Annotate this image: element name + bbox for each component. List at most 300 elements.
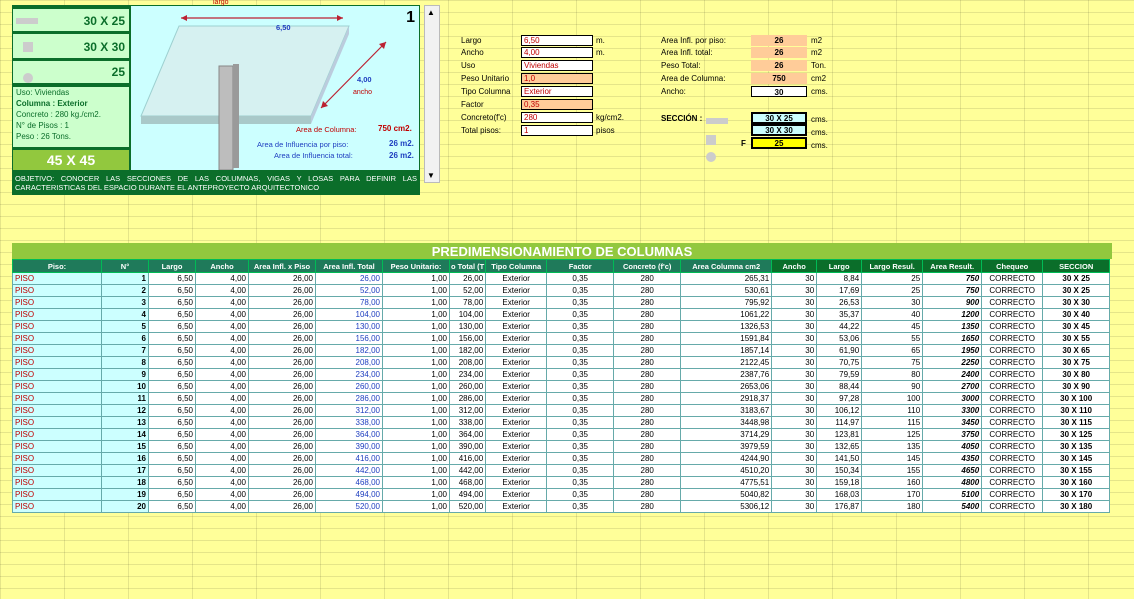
table-cell[interactable]: 79,59 <box>817 369 862 381</box>
table-cell[interactable]: 26,00 <box>249 273 316 285</box>
table-cell[interactable]: 6,50 <box>149 477 196 489</box>
table-cell[interactable]: 9 <box>102 369 149 381</box>
table-cell[interactable]: CORRECTO <box>982 417 1043 429</box>
table-cell[interactable]: 2653,06 <box>681 381 772 393</box>
table-cell[interactable]: 1,00 <box>383 429 450 441</box>
table-cell[interactable]: 26,00 <box>249 429 316 441</box>
column-header[interactable]: Concreto (f'c) <box>614 260 681 273</box>
table-cell[interactable]: 6,50 <box>149 297 196 309</box>
table-cell[interactable]: 6,50 <box>149 417 196 429</box>
table-cell[interactable]: 145 <box>862 453 923 465</box>
column-header[interactable]: Largo <box>149 260 196 273</box>
table-cell[interactable]: 280 <box>614 477 681 489</box>
table-cell[interactable]: 280 <box>614 285 681 297</box>
table-cell[interactable]: PISO <box>13 405 102 417</box>
table-cell[interactable]: 8,84 <box>817 273 862 285</box>
table-cell[interactable]: CORRECTO <box>982 381 1043 393</box>
table-cell[interactable]: 530,61 <box>681 285 772 297</box>
table-cell[interactable]: PISO <box>13 501 102 513</box>
table-cell[interactable]: 30 X 125 <box>1043 429 1110 441</box>
table-cell[interactable]: 52,00 <box>450 285 486 297</box>
table-cell[interactable]: 520,00 <box>316 501 383 513</box>
table-cell[interactable]: 0,35 <box>547 321 614 333</box>
input-field[interactable]: Exterior <box>521 86 593 97</box>
table-cell[interactable]: 4650 <box>923 465 982 477</box>
table-cell[interactable]: 1,00 <box>383 369 450 381</box>
table-cell[interactable]: 416,00 <box>316 453 383 465</box>
table-cell[interactable]: 2122,45 <box>681 357 772 369</box>
table-cell[interactable]: 4,00 <box>196 417 249 429</box>
floor-counter[interactable]: 1 <box>360 7 418 29</box>
column-header[interactable]: Piso: <box>13 260 102 273</box>
table-cell[interactable]: 4,00 <box>196 501 249 513</box>
table-cell[interactable]: 1 <box>102 273 149 285</box>
column-header[interactable]: Area Result. <box>923 260 982 273</box>
table-cell[interactable]: 90 <box>862 381 923 393</box>
table-cell[interactable]: 26,00 <box>249 405 316 417</box>
table-cell[interactable]: CORRECTO <box>982 273 1043 285</box>
table-cell[interactable]: 30 <box>862 297 923 309</box>
column-header[interactable]: o Total (T <box>451 261 485 271</box>
table-cell[interactable]: 30 <box>772 393 817 405</box>
table-cell[interactable]: 0,35 <box>547 381 614 393</box>
table-cell[interactable]: CORRECTO <box>982 369 1043 381</box>
table-cell[interactable]: 4,00 <box>196 345 249 357</box>
table-cell[interactable]: 280 <box>614 369 681 381</box>
table-cell[interactable]: 8 <box>102 357 149 369</box>
table-cell[interactable]: 1,00 <box>383 477 450 489</box>
table-cell[interactable]: 280 <box>614 357 681 369</box>
column-header[interactable]: N° <box>102 260 149 273</box>
table-cell[interactable]: 1857,14 <box>681 345 772 357</box>
table-cell[interactable]: 3450 <box>923 417 982 429</box>
table-cell[interactable]: 26,00 <box>249 489 316 501</box>
table-cell[interactable]: CORRECTO <box>982 309 1043 321</box>
table-cell[interactable]: 234,00 <box>316 369 383 381</box>
section-option-2[interactable] <box>12 33 130 59</box>
table-cell[interactable]: 170 <box>862 489 923 501</box>
table-cell[interactable]: 45 <box>862 321 923 333</box>
table-cell[interactable]: 6,50 <box>149 441 196 453</box>
table-cell[interactable]: 4,00 <box>196 477 249 489</box>
table-cell[interactable]: CORRECTO <box>982 477 1043 489</box>
table-cell[interactable]: 13 <box>102 417 149 429</box>
column-header[interactable]: Area Infl. Total <box>316 260 383 273</box>
table-cell[interactable]: 26,00 <box>249 297 316 309</box>
table-cell[interactable]: 30 <box>772 453 817 465</box>
table-cell[interactable]: 26,00 <box>450 273 486 285</box>
table-cell[interactable]: 520,00 <box>450 501 486 513</box>
table-cell[interactable]: 390,00 <box>316 441 383 453</box>
table-cell[interactable]: 78,00 <box>316 297 383 309</box>
table-cell[interactable]: 155 <box>862 465 923 477</box>
table-cell[interactable]: 30 X 145 <box>1043 453 1110 465</box>
table-cell[interactable]: 30 X 25 <box>1043 273 1110 285</box>
table-cell[interactable]: 2387,76 <box>681 369 772 381</box>
table-cell[interactable]: 0,35 <box>547 453 614 465</box>
table-cell[interactable]: 280 <box>614 333 681 345</box>
table-cell[interactable]: 4,00 <box>196 357 249 369</box>
table-cell[interactable]: 30 X 80 <box>1043 369 1110 381</box>
table-cell[interactable]: 286,00 <box>450 393 486 405</box>
table-cell[interactable]: 442,00 <box>316 465 383 477</box>
table-cell[interactable]: 11 <box>102 393 149 405</box>
table-cell[interactable]: 6,50 <box>149 465 196 477</box>
table-cell[interactable]: PISO <box>13 285 102 297</box>
table-cell[interactable]: Exterior <box>486 345 547 357</box>
table-cell[interactable]: 4,00 <box>196 393 249 405</box>
table-cell[interactable]: 0,35 <box>547 405 614 417</box>
table-cell[interactable]: 1,00 <box>383 405 450 417</box>
table-cell[interactable]: Exterior <box>486 273 547 285</box>
table-cell[interactable]: PISO <box>13 417 102 429</box>
table-cell[interactable]: 1591,84 <box>681 333 772 345</box>
table-cell[interactable]: 30 <box>772 273 817 285</box>
table-cell[interactable]: 30 <box>772 345 817 357</box>
table-cell[interactable]: 30 <box>772 333 817 345</box>
table-cell[interactable]: 30 X 30 <box>1043 297 1110 309</box>
table-cell[interactable]: 30 X 160 <box>1043 477 1110 489</box>
table-cell[interactable]: 280 <box>614 453 681 465</box>
table-cell[interactable]: 1,00 <box>383 321 450 333</box>
table-cell[interactable]: 750 <box>923 273 982 285</box>
table-cell[interactable]: 6 <box>102 333 149 345</box>
column-header[interactable]: Largo <box>817 260 862 273</box>
table-cell[interactable]: 75 <box>862 357 923 369</box>
table-cell[interactable]: 0,35 <box>547 489 614 501</box>
table-cell[interactable]: 0,35 <box>547 429 614 441</box>
table-cell[interactable]: 6,50 <box>149 501 196 513</box>
table-cell[interactable]: 6,50 <box>149 453 196 465</box>
table-cell[interactable]: Exterior <box>486 465 547 477</box>
table-cell[interactable]: 30 X 110 <box>1043 405 1110 417</box>
table-cell[interactable]: Exterior <box>486 369 547 381</box>
table-cell[interactable]: PISO <box>13 369 102 381</box>
table-cell[interactable]: 338,00 <box>450 417 486 429</box>
table-cell[interactable]: 390,00 <box>450 441 486 453</box>
table-cell[interactable]: 1,00 <box>383 393 450 405</box>
table-cell[interactable]: 1326,53 <box>681 321 772 333</box>
table-cell[interactable]: 280 <box>614 345 681 357</box>
table-cell[interactable]: 4,00 <box>196 321 249 333</box>
table-cell[interactable]: 4,00 <box>196 285 249 297</box>
table-cell[interactable]: 795,92 <box>681 297 772 309</box>
table-cell[interactable]: PISO <box>13 297 102 309</box>
input-field[interactable]: 0,35 <box>521 99 593 110</box>
table-cell[interactable]: CORRECTO <box>982 285 1043 297</box>
table-cell[interactable]: 5 <box>102 321 149 333</box>
table-cell[interactable]: 4,00 <box>196 369 249 381</box>
table-cell[interactable]: 30 <box>772 501 817 513</box>
table-cell[interactable]: 6,50 <box>149 273 196 285</box>
table-cell[interactable]: 150,34 <box>817 465 862 477</box>
table-cell[interactable]: CORRECTO <box>982 453 1043 465</box>
table-cell[interactable]: 6,50 <box>149 309 196 321</box>
table-cell[interactable]: 26,00 <box>249 357 316 369</box>
table-cell[interactable]: 494,00 <box>450 489 486 501</box>
table-cell[interactable]: 280 <box>614 405 681 417</box>
table-cell[interactable]: 234,00 <box>450 369 486 381</box>
table-cell[interactable]: 156,00 <box>316 333 383 345</box>
table-cell[interactable]: 4800 <box>923 477 982 489</box>
table-cell[interactable]: 26,00 <box>249 321 316 333</box>
table-cell[interactable]: 30 X 170 <box>1043 489 1110 501</box>
table-cell[interactable]: 2400 <box>923 369 982 381</box>
table-cell[interactable]: 900 <box>923 297 982 309</box>
table-cell[interactable]: 115 <box>862 417 923 429</box>
table-cell[interactable]: 4,00 <box>196 309 249 321</box>
table-cell[interactable]: Exterior <box>486 321 547 333</box>
table-cell[interactable]: 182,00 <box>316 345 383 357</box>
table-cell[interactable]: 106,12 <box>817 405 862 417</box>
table-cell[interactable]: 750 <box>923 285 982 297</box>
table-cell[interactable]: CORRECTO <box>982 357 1043 369</box>
table-cell[interactable]: 0,35 <box>547 333 614 345</box>
table-cell[interactable]: 141,50 <box>817 453 862 465</box>
table-cell[interactable]: 26,00 <box>249 309 316 321</box>
table-cell[interactable]: Exterior <box>486 453 547 465</box>
table-cell[interactable]: 30 <box>772 441 817 453</box>
table-cell[interactable]: 442,00 <box>450 465 486 477</box>
table-cell[interactable]: 3 <box>102 297 149 309</box>
section-option-1[interactable] <box>12 8 130 32</box>
table-cell[interactable]: Exterior <box>486 501 547 513</box>
table-cell[interactable]: 1,00 <box>383 453 450 465</box>
table-cell[interactable]: 280 <box>614 297 681 309</box>
table-cell[interactable]: PISO <box>13 489 102 501</box>
table-cell[interactable]: Exterior <box>486 393 547 405</box>
table-cell[interactable]: 1200 <box>923 309 982 321</box>
table-cell[interactable]: PISO <box>13 429 102 441</box>
table-cell[interactable]: Exterior <box>486 477 547 489</box>
table-cell[interactable]: CORRECTO <box>982 393 1043 405</box>
table-cell[interactable]: Exterior <box>486 333 547 345</box>
table-cell[interactable]: 30 X 45 <box>1043 321 1110 333</box>
table-cell[interactable]: 0,35 <box>547 441 614 453</box>
table-cell[interactable]: 0,35 <box>547 273 614 285</box>
table-cell[interactable]: 159,18 <box>817 477 862 489</box>
table-cell[interactable]: 20 <box>102 501 149 513</box>
table-cell[interactable]: 2250 <box>923 357 982 369</box>
table-cell[interactable]: PISO <box>13 333 102 345</box>
table-cell[interactable]: CORRECTO <box>982 465 1043 477</box>
table-cell[interactable]: 5100 <box>923 489 982 501</box>
table-cell[interactable]: 3448,98 <box>681 417 772 429</box>
table-cell[interactable]: 3300 <box>923 405 982 417</box>
table-cell[interactable]: 1,00 <box>383 357 450 369</box>
table-cell[interactable]: 30 X 100 <box>1043 393 1110 405</box>
table-cell[interactable]: 468,00 <box>316 477 383 489</box>
table-cell[interactable]: 25 <box>862 273 923 285</box>
table-cell[interactable]: 6,50 <box>149 369 196 381</box>
table-cell[interactable]: 30 <box>772 381 817 393</box>
table-cell[interactable]: CORRECTO <box>982 345 1043 357</box>
table-cell[interactable]: 4,00 <box>196 297 249 309</box>
input-field[interactable]: 4,00 <box>521 47 593 58</box>
table-cell[interactable]: 0,35 <box>547 297 614 309</box>
table-cell[interactable]: 4,00 <box>196 453 249 465</box>
table-cell[interactable]: 88,44 <box>817 381 862 393</box>
table-cell[interactable]: 6,50 <box>149 429 196 441</box>
table-cell[interactable]: 3000 <box>923 393 982 405</box>
table-cell[interactable]: 26,00 <box>316 273 383 285</box>
table-cell[interactable]: PISO <box>13 381 102 393</box>
table-cell[interactable]: 5400 <box>923 501 982 513</box>
table-cell[interactable]: CORRECTO <box>982 333 1043 345</box>
table-cell[interactable]: 0,35 <box>547 393 614 405</box>
table-cell[interactable]: 280 <box>614 465 681 477</box>
table-cell[interactable]: CORRECTO <box>982 441 1043 453</box>
column-header[interactable]: SECCION <box>1043 260 1110 273</box>
input-field[interactable]: 280 <box>521 112 593 123</box>
table-cell[interactable]: 260,00 <box>450 381 486 393</box>
table-cell[interactable]: Exterior <box>486 381 547 393</box>
table-cell[interactable]: 3183,67 <box>681 405 772 417</box>
table-cell[interactable]: 26,00 <box>249 417 316 429</box>
table-cell[interactable]: 494,00 <box>316 489 383 501</box>
table-cell[interactable]: 4,00 <box>196 441 249 453</box>
table-cell[interactable]: 6,50 <box>149 321 196 333</box>
table-cell[interactable]: 19 <box>102 489 149 501</box>
table-cell[interactable]: 26,00 <box>249 441 316 453</box>
table-cell[interactable]: 2 <box>102 285 149 297</box>
table-cell[interactable]: 30 X 180 <box>1043 501 1110 513</box>
table-cell[interactable]: 30 X 75 <box>1043 357 1110 369</box>
column-header[interactable]: Factor <box>547 260 614 273</box>
table-cell[interactable]: 0,35 <box>547 285 614 297</box>
table-cell[interactable]: 1,00 <box>383 501 450 513</box>
table-cell[interactable]: 0,35 <box>547 477 614 489</box>
table-cell[interactable]: CORRECTO <box>982 297 1043 309</box>
table-cell[interactable]: 100 <box>862 393 923 405</box>
table-cell[interactable]: 280 <box>614 321 681 333</box>
table-cell[interactable]: 30 <box>772 489 817 501</box>
table-cell[interactable]: 1,00 <box>383 309 450 321</box>
table-cell[interactable]: Exterior <box>486 429 547 441</box>
table-cell[interactable]: 1,00 <box>383 345 450 357</box>
table-cell[interactable]: 4,00 <box>196 489 249 501</box>
table-cell[interactable]: 312,00 <box>316 405 383 417</box>
table-cell[interactable]: 25 <box>862 285 923 297</box>
table-cell[interactable]: 416,00 <box>450 453 486 465</box>
table-cell[interactable]: 156,00 <box>450 333 486 345</box>
table-cell[interactable]: PISO <box>13 357 102 369</box>
column-header[interactable]: Largo Resul. <box>862 260 923 273</box>
table-cell[interactable]: 26,00 <box>249 285 316 297</box>
table-cell[interactable]: 52,00 <box>316 285 383 297</box>
table-cell[interactable]: 104,00 <box>316 309 383 321</box>
table-cell[interactable]: 1,00 <box>383 381 450 393</box>
table-cell[interactable]: 180 <box>862 501 923 513</box>
table-cell[interactable]: CORRECTO <box>982 405 1043 417</box>
column-header[interactable]: Ancho <box>196 260 249 273</box>
table-cell[interactable]: 176,87 <box>817 501 862 513</box>
input-field[interactable]: 1 <box>521 125 593 136</box>
table-cell[interactable]: PISO <box>13 273 102 285</box>
table-cell[interactable]: PISO <box>13 309 102 321</box>
table-cell[interactable]: 3979,59 <box>681 441 772 453</box>
table-cell[interactable]: 104,00 <box>450 309 486 321</box>
table-cell[interactable]: 12 <box>102 405 149 417</box>
table-cell[interactable]: 26,53 <box>817 297 862 309</box>
table-cell[interactable]: 2700 <box>923 381 982 393</box>
column-header[interactable]: Area Infl. x Piso <box>249 260 316 273</box>
table-cell[interactable]: 30 X 115 <box>1043 417 1110 429</box>
table-cell[interactable]: Exterior <box>486 357 547 369</box>
table-cell[interactable]: Exterior <box>486 441 547 453</box>
table-cell[interactable]: 1,00 <box>383 489 450 501</box>
table-cell[interactable]: 1061,22 <box>681 309 772 321</box>
table-cell[interactable]: 208,00 <box>316 357 383 369</box>
table-cell[interactable]: 26,00 <box>249 501 316 513</box>
table-cell[interactable]: 4244,90 <box>681 453 772 465</box>
scroll-down-icon[interactable]: ▼ <box>427 171 435 180</box>
table-cell[interactable]: 30 <box>772 357 817 369</box>
table-cell[interactable]: 4775,51 <box>681 477 772 489</box>
column-header[interactable]: Chequeo <box>982 260 1043 273</box>
table-cell[interactable]: 1,00 <box>383 417 450 429</box>
table-cell[interactable]: 1,00 <box>383 273 450 285</box>
table-cell[interactable]: 4350 <box>923 453 982 465</box>
table-cell[interactable]: 280 <box>614 441 681 453</box>
table-cell[interactable]: 26,00 <box>249 465 316 477</box>
table-cell[interactable]: 70,75 <box>817 357 862 369</box>
table-cell[interactable]: 0,35 <box>547 369 614 381</box>
table-cell[interactable]: Exterior <box>486 297 547 309</box>
table-cell[interactable]: 265,31 <box>681 273 772 285</box>
table-cell[interactable]: 44,22 <box>817 321 862 333</box>
table-cell[interactable]: 4,00 <box>196 465 249 477</box>
table-cell[interactable]: 1,00 <box>383 285 450 297</box>
table-cell[interactable]: Exterior <box>486 417 547 429</box>
table-cell[interactable]: 280 <box>614 417 681 429</box>
table-cell[interactable]: 4,00 <box>196 333 249 345</box>
table-cell[interactable]: 30 <box>772 417 817 429</box>
table-cell[interactable]: 30 <box>772 429 817 441</box>
table-cell[interactable]: 6,50 <box>149 381 196 393</box>
vertical-scrollbar[interactable] <box>424 5 440 183</box>
input-field[interactable]: Viviendas <box>521 60 593 71</box>
table-cell[interactable]: 0,35 <box>547 357 614 369</box>
table-cell[interactable]: PISO <box>13 321 102 333</box>
table-cell[interactable]: 16 <box>102 453 149 465</box>
table-cell[interactable]: 30 X 25 <box>1043 285 1110 297</box>
table-cell[interactable]: 30 <box>772 369 817 381</box>
table-cell[interactable]: 280 <box>614 429 681 441</box>
table-cell[interactable]: 0,35 <box>547 465 614 477</box>
table-cell[interactable]: 26,00 <box>249 393 316 405</box>
table-cell[interactable]: 280 <box>614 501 681 513</box>
column-header[interactable]: Ancho <box>772 260 817 273</box>
table-cell[interactable]: 1,00 <box>383 441 450 453</box>
table-cell[interactable]: 468,00 <box>450 477 486 489</box>
table-cell[interactable]: 97,28 <box>817 393 862 405</box>
table-cell[interactable]: CORRECTO <box>982 489 1043 501</box>
table-cell[interactable]: 17 <box>102 465 149 477</box>
table-cell[interactable]: 30 <box>772 405 817 417</box>
table-cell[interactable]: 260,00 <box>316 381 383 393</box>
table-cell[interactable]: 26,00 <box>249 345 316 357</box>
table-cell[interactable]: 17,69 <box>817 285 862 297</box>
table-cell[interactable]: 4,00 <box>196 429 249 441</box>
table-cell[interactable]: 4 <box>102 309 149 321</box>
table-cell[interactable]: PISO <box>13 345 102 357</box>
column-header[interactable]: Tipo Columna <box>486 260 547 273</box>
table-cell[interactable]: 130,00 <box>450 321 486 333</box>
table-cell[interactable]: 3750 <box>923 429 982 441</box>
table-cell[interactable]: 53,06 <box>817 333 862 345</box>
table-cell[interactable]: 6,50 <box>149 333 196 345</box>
